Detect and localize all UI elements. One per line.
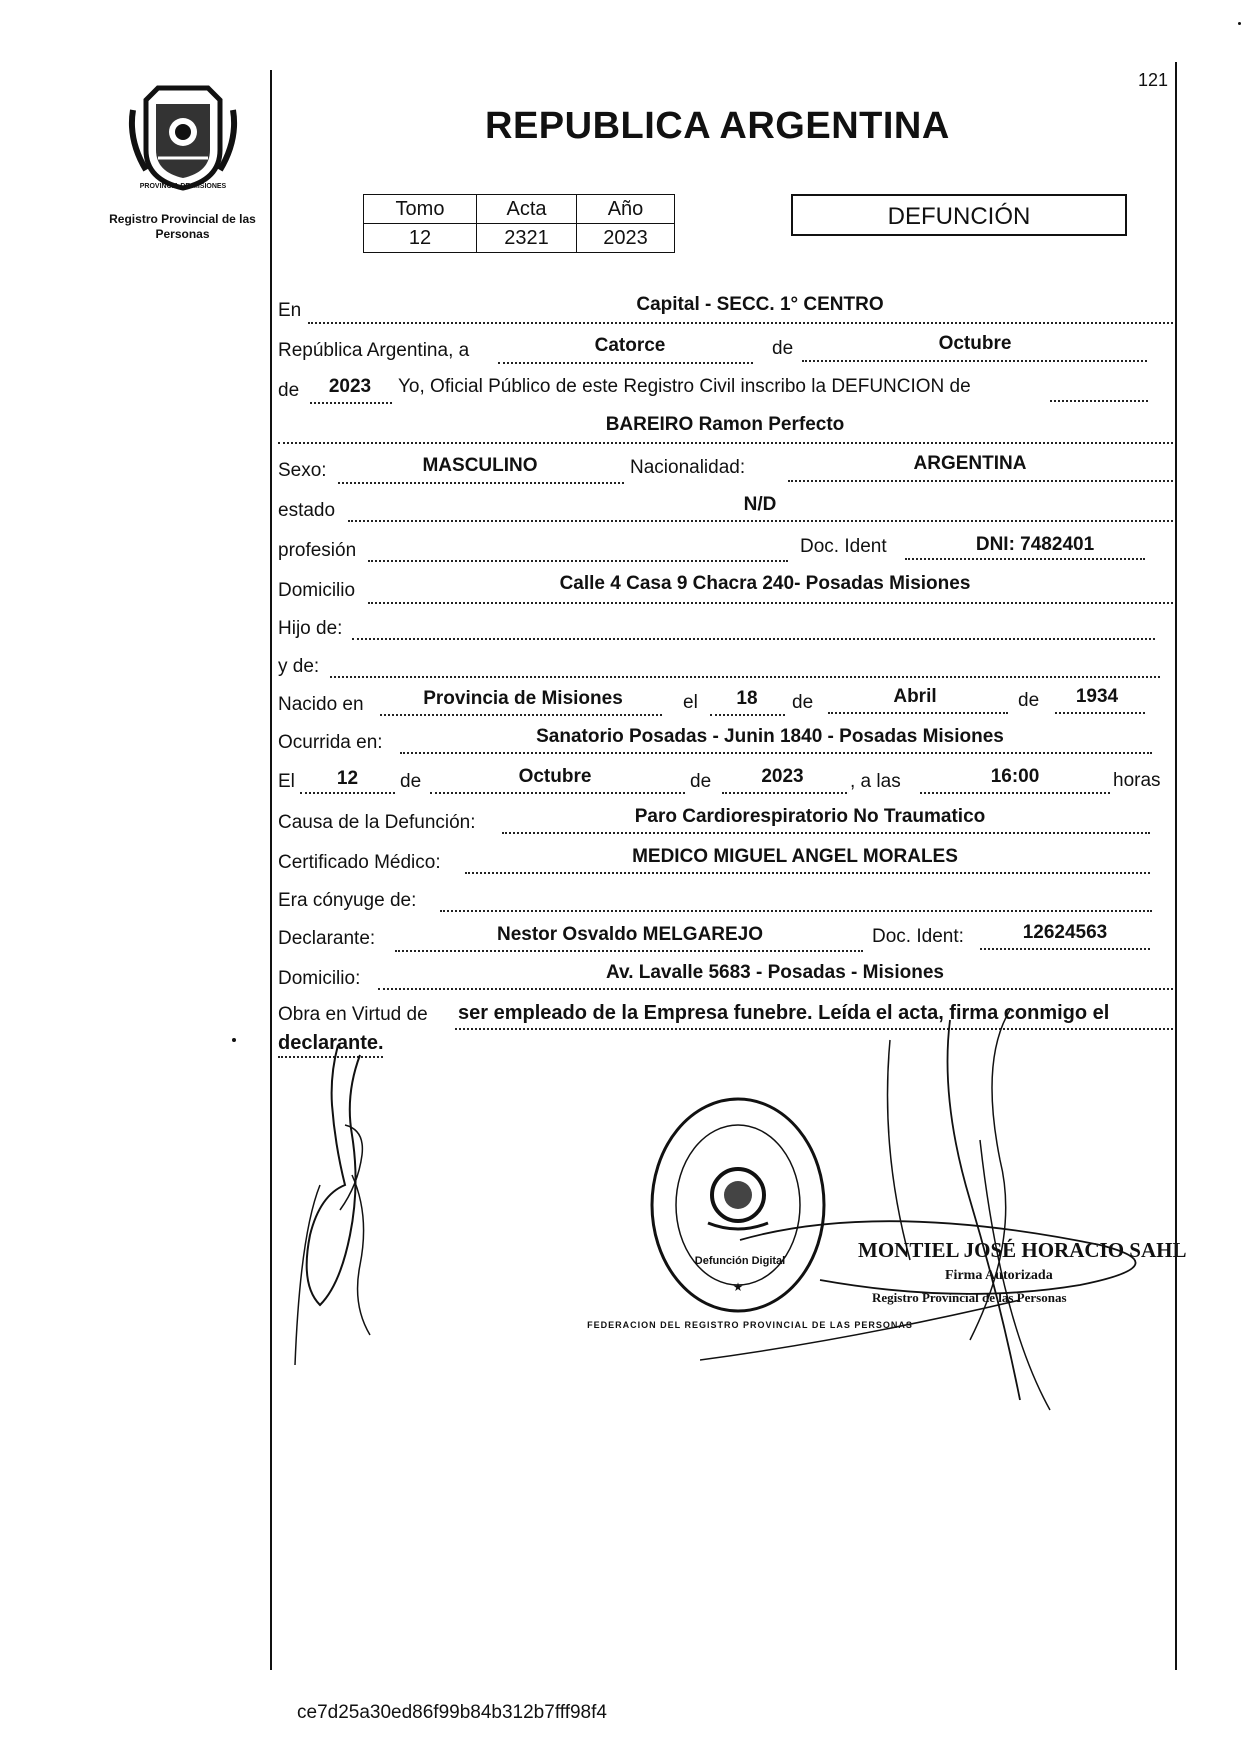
death-year: 2023 (761, 766, 804, 787)
death-day: 12 (336, 768, 359, 789)
day-value: Catorce (594, 335, 666, 356)
provincial-seal-icon (128, 80, 238, 192)
alas-label: , a las (850, 771, 901, 792)
stamp-ring-text: FEDERACION DEL REGISTRO PROVINCIAL DE LAS PERSONAS (587, 1320, 913, 1330)
month-value: Octubre (938, 333, 1012, 354)
de-label-1: de (772, 338, 794, 359)
speck (232, 1038, 236, 1042)
declarante-line (395, 950, 863, 952)
doc-label: Doc. Ident (800, 536, 887, 557)
declarant-signature-icon (290, 1035, 430, 1395)
ocurrida-value: Sanatorio Posadas - Junin 1840 - Posadas Misiones (536, 726, 1004, 747)
doc-value: DNI: 7482401 (975, 534, 1095, 555)
anio-value: 2023 (577, 224, 675, 253)
domicilio-label: Domicilio (278, 580, 356, 601)
declarante-value: Nestor Osvaldo MELGAREJO (496, 924, 764, 945)
domicilio2-value: Av. Lavalle 5683 - Posadas - Misiones (606, 962, 944, 983)
ocurrida-line (400, 752, 1152, 754)
el-label: el (683, 692, 698, 713)
speck (1238, 22, 1241, 25)
svg-text:★: ★ (732, 1280, 744, 1294)
nacido-line (380, 714, 662, 716)
en-line (308, 322, 1173, 324)
el2-label: El (278, 771, 295, 792)
obra-label: Obra en Virtud de (278, 1004, 428, 1025)
death-year-line (722, 792, 847, 794)
conyuge-line (440, 910, 1152, 912)
year-value: 2023 (328, 376, 372, 397)
birth-year: 1934 (1075, 686, 1119, 707)
registry-name: Registro Provincial de las Personas (109, 212, 256, 241)
obra-value: ser empleado de la Empresa funebre. Leída el acta, firma conmigo el (458, 1002, 1110, 1024)
right-margin-line (1175, 62, 1177, 1670)
inscribo-text: Yo, Oficial Público de este Registro Civil inscribo la DEFUNCION de (398, 376, 971, 397)
doc2-label: Doc. Ident: (872, 926, 964, 947)
hijo-line (352, 638, 1155, 640)
year-line (310, 402, 392, 404)
causa-value: Paro Cardiorespiratorio No Traumatico (634, 806, 986, 827)
yde-line (330, 676, 1160, 678)
certificado-line (465, 872, 1150, 874)
birth-month: Abril (893, 686, 937, 707)
declarante-end: declarante. (278, 1032, 384, 1054)
de-label-5: de (400, 771, 422, 792)
seal-left-text: PROVINCIA DE MISIONES (139, 183, 227, 190)
de-label-3: de (792, 692, 814, 713)
sexo-line (338, 482, 624, 484)
tomo-header: Tomo (364, 195, 477, 224)
doc2-value: 12624563 (1022, 922, 1108, 943)
name-line (278, 442, 1173, 444)
estado-value: N/D (743, 494, 777, 515)
estado-line (348, 520, 1173, 522)
hijo-label: Hijo de: (278, 618, 343, 639)
page-number: 121 (1138, 70, 1169, 90)
profesion-line (368, 560, 788, 562)
birth-month-line (828, 712, 1008, 714)
document-hash: ce7d25a30ed86f99b84b312b7fff98f4 (297, 1702, 607, 1723)
conyuge-label: Era cónyuge de: (278, 890, 417, 911)
sexo-label: Sexo: (278, 460, 327, 481)
death-month: Octubre (518, 766, 592, 787)
officer-signature-icon (700, 1000, 1180, 1420)
republica-label: República Argentina, a (278, 340, 470, 361)
tomo-value: 12 (364, 224, 477, 253)
birth-year-line (1055, 712, 1145, 714)
birth-day: 18 (736, 688, 758, 709)
officer-org: Registro Provincial de las Personas (872, 1290, 1067, 1305)
ocurrida-label: Ocurrida en: (278, 732, 383, 753)
en-label: En (278, 300, 302, 321)
death-day-line (300, 792, 395, 794)
nacido-value: Provincia de Misiones (423, 688, 623, 709)
causa-line (502, 832, 1150, 834)
de-label-4: de (1018, 690, 1040, 711)
sexo-value: MASCULINO (422, 455, 538, 476)
declarante-label: Declarante: (278, 928, 376, 949)
day-line (498, 362, 753, 364)
acta-value: 2321 (477, 224, 577, 253)
domicilio-value: Calle 4 Casa 9 Chacra 240- Posadas Misiones (559, 573, 971, 594)
record-type-box: DEFUNCIÓN (791, 194, 1127, 236)
nacionalidad-line (788, 480, 1173, 482)
profesion-label: profesión (278, 540, 357, 561)
death-time: 16:00 (990, 766, 1040, 787)
month-line (802, 360, 1147, 362)
certificado-label: Certificado Médico: (278, 852, 441, 873)
domicilio2-label: Domicilio: (278, 968, 361, 989)
officer-name: MONTIEL JOSÉ HORACIO SAHL (858, 1238, 1187, 1262)
birth-day-line (710, 714, 785, 716)
certificado-value: MEDICO MIGUEL ANGEL MORALES (632, 846, 958, 867)
horas-label: horas (1113, 770, 1161, 791)
nacionalidad-value: ARGENTINA (913, 453, 1027, 474)
causa-label: Causa de la Defunción: (278, 812, 476, 833)
record-table (363, 194, 675, 253)
left-margin-line (270, 70, 272, 1670)
nacionalidad-label: Nacionalidad: (630, 457, 746, 478)
death-time-line (920, 792, 1110, 794)
deceased-name: BAREIRO Ramon Perfecto (605, 414, 845, 435)
de-label-6: de (690, 771, 712, 792)
de-label-2: de (278, 380, 300, 401)
anio-header: Año (577, 195, 675, 224)
stamp-inner-text: Defunción Digital (694, 1255, 786, 1267)
estado-label: estado (278, 500, 336, 521)
death-month-line (430, 792, 685, 794)
en-value: Capital - SECC. 1° CENTRO (636, 294, 884, 315)
domicilio-line (368, 602, 1173, 604)
page-title: REPUBLICA ARGENTINA (485, 105, 950, 147)
inscribo-line (1050, 400, 1148, 402)
doc-line (905, 558, 1145, 560)
doc2-line (980, 948, 1150, 950)
yde-label: y de: (278, 656, 320, 677)
nacido-label: Nacido en (278, 694, 364, 715)
domicilio2-line (378, 988, 1173, 990)
officer-title: Firma Autorizada (945, 1268, 1053, 1283)
acta-header: Acta (477, 195, 577, 224)
